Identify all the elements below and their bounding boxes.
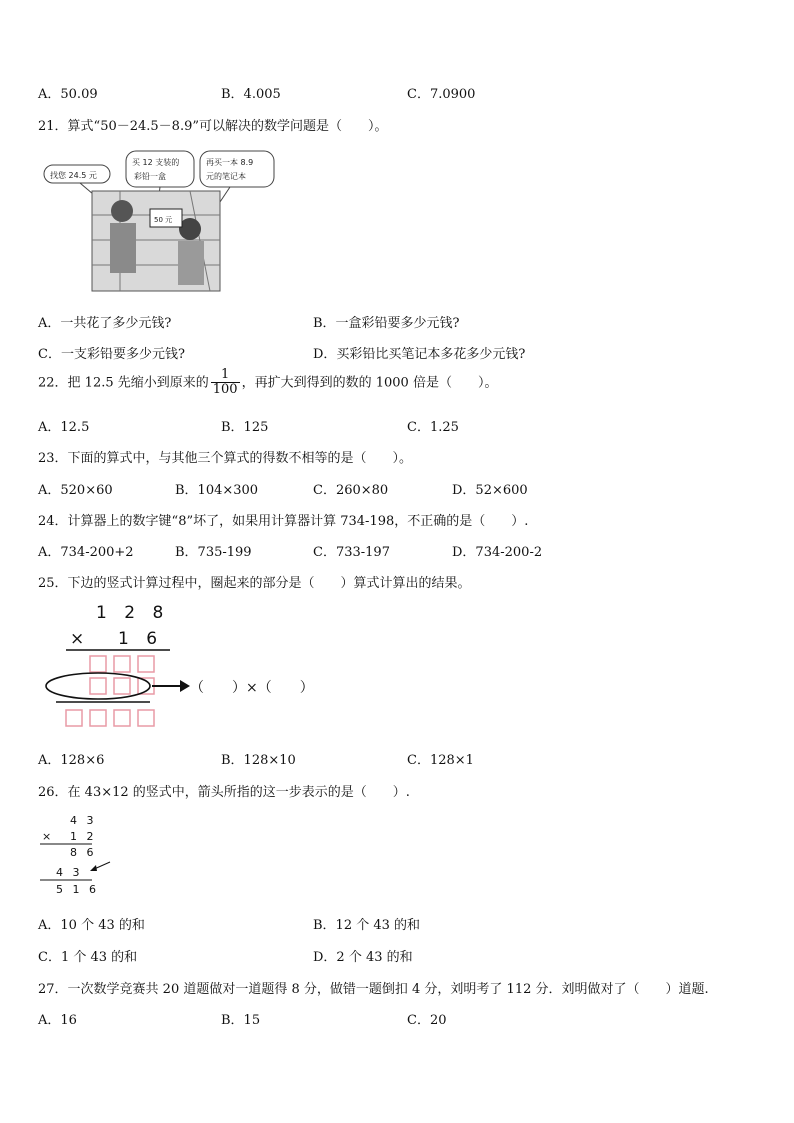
fraction-denominator: 100 [212, 382, 238, 398]
option-a: A．16 [38, 1013, 77, 1028]
option-a: A．10 个 43 的和 [38, 918, 145, 933]
option-b: B．一盒彩铅要多少元钱? [313, 316, 460, 331]
option-d: D．52×600 [452, 483, 528, 498]
option-b: B．4.005 [221, 87, 281, 102]
option-a: A．520×60 [38, 483, 113, 498]
question-24-stem: 24．计算器上的数字键“8”坏了，如果用计算器计算 734-198，不正确的是（ ）. [38, 514, 529, 529]
q22-stem-pre: 22．把 12.5 先缩小到原来的 [38, 375, 209, 391]
option-c: C．128×1 [407, 753, 474, 768]
option-b: B．12 个 43 的和 [313, 918, 421, 933]
option-c: C．1.25 [407, 420, 459, 435]
option-c: C．1 个 43 的和 [38, 950, 138, 965]
option-b: B．125 [221, 420, 269, 435]
arrow-head [180, 680, 190, 692]
option-c: C．7.0900 [407, 87, 476, 102]
digit-boxes [66, 656, 154, 726]
q22-stem-post: ，再扩大到得到的数的 1000 倍是（ ）。 [241, 375, 498, 391]
bubble-change: 找您 24.5 元 [50, 171, 97, 180]
q26-vertical-multiplication [36, 808, 126, 900]
times-sign: × [70, 629, 85, 649]
line-1: 4 3 [70, 814, 97, 827]
option-d: D．2 个 43 的和 [313, 950, 413, 965]
option-b: B．104×300 [175, 483, 259, 498]
price-sign: 50 元 [154, 216, 173, 224]
option-c: C．260×80 [313, 483, 389, 498]
option-c: C．20 [407, 1013, 447, 1028]
arrow-expression: （ ）×（ ） [190, 680, 314, 696]
option-c: C．733-197 [313, 545, 390, 560]
bubble-notebook-line2: 元的笔记本 [206, 172, 246, 181]
option-a: A．128×6 [38, 753, 105, 768]
question-23-stem: 23．下面的算式中，与其他三个算式的得数不相等的是（ ）。 [38, 451, 413, 466]
question-25-stem: 25．下边的竖式计算过程中，圈起来的部分是（ ）算式计算出的结果。 [38, 576, 471, 591]
question-22-stem [38, 368, 497, 398]
multiplicand: 1 2 8 [96, 603, 170, 623]
circled-partial-product [46, 673, 150, 699]
bubble-pencils-line1: 买 12 支装的 [132, 158, 180, 167]
option-d: D．734-200-2 [452, 545, 543, 560]
q25-vertical-multiplication [40, 600, 360, 735]
q21-illustration [40, 145, 280, 295]
bubble-pencils-line2: 彩铅一盒 [134, 172, 166, 181]
line-4: 4 3 [56, 866, 83, 879]
option-b: B．735-199 [175, 545, 252, 560]
option-b: B．15 [221, 1013, 261, 1028]
option-d: D．买彩铅比买笔记本多花多少元钱? [313, 347, 526, 362]
times-sign: × [42, 830, 52, 843]
option-c: C．一支彩铅要多少元钱? [38, 347, 185, 362]
option-b: B．128×10 [221, 753, 296, 768]
fraction [211, 368, 240, 398]
option-a: A．734-200+2 [38, 545, 134, 560]
line-5: 5 1 6 [56, 883, 99, 896]
line-2: 1 2 [70, 830, 97, 843]
question-26-stem: 26．在 43×12 的竖式中，箭头所指的这一步表示的是（ ）. [38, 785, 410, 800]
option-a: A．12.5 [38, 420, 90, 435]
fraction-numerator: 1 [211, 368, 240, 383]
line-3: 8 6 [70, 846, 97, 859]
question-27-stem: 27．一次数学竞赛共 20 道题做对一道题得 8 分，做错一题倒扣 4 分，刘明考了 112 分．刘明做对了（ ）道题. [38, 982, 709, 997]
bubble-notebook-line1: 再买一本 8.9 [206, 158, 254, 167]
option-a: A．一共花了多少元钱? [38, 316, 172, 331]
multiplier: 1 6 [118, 629, 164, 649]
question-21-stem: 21．算式“50－24.5－8.9”可以解决的数学问题是（ ）。 [38, 119, 388, 134]
option-a: A．50.09 [38, 87, 98, 102]
